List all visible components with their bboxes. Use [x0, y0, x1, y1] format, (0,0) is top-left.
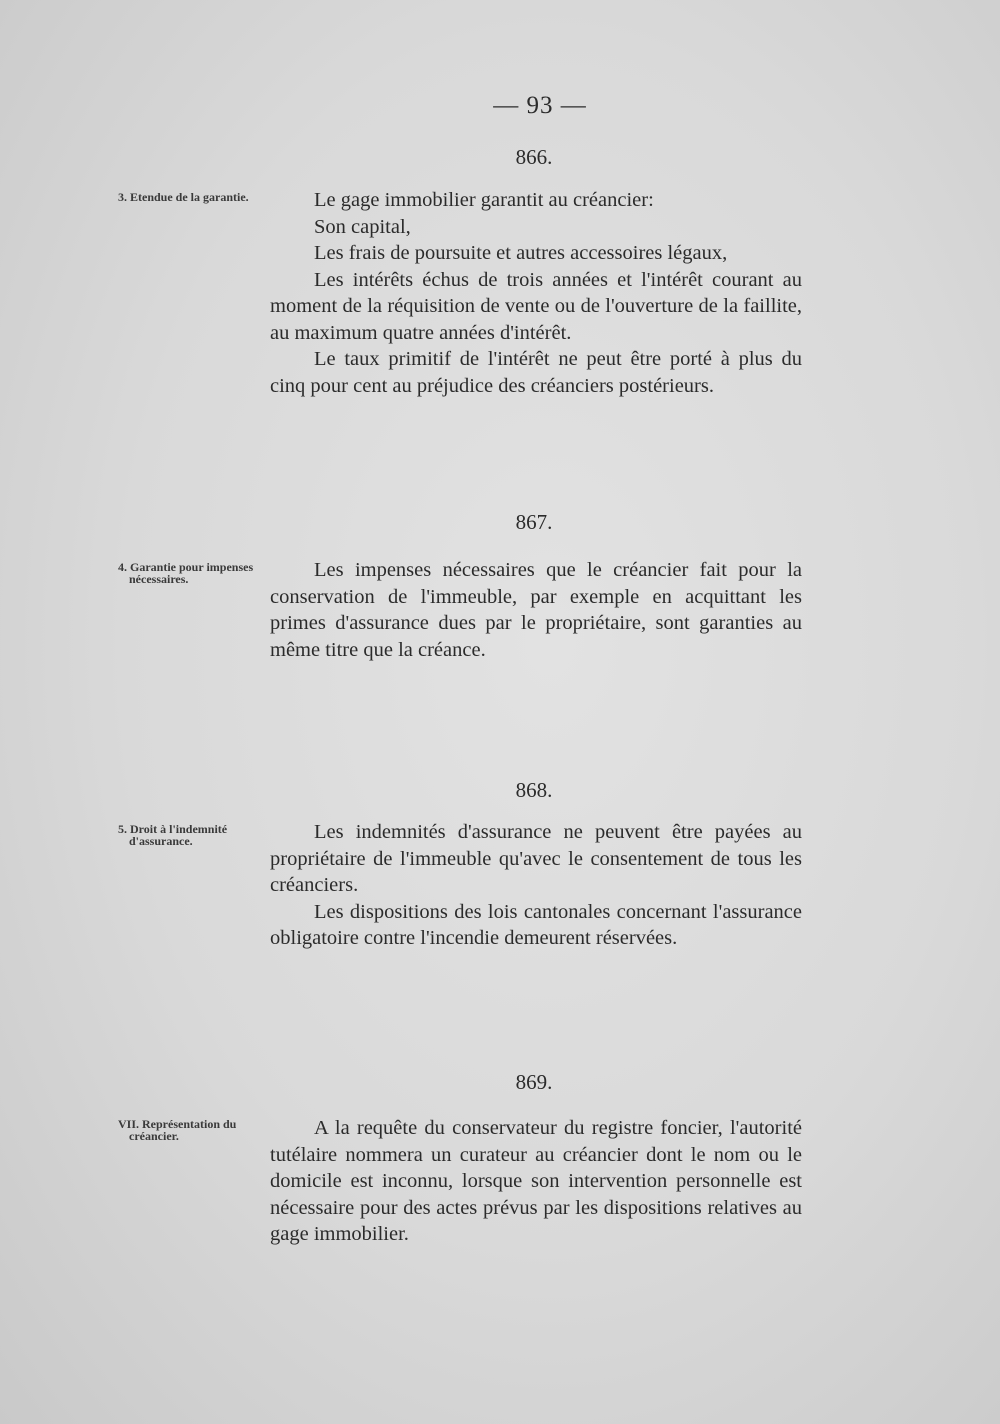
paragraph: Les indemnités d'assurance ne peuvent être payées au propriétaire de l'immeuble qu'avec le consentement de tous les créanciers. — [270, 821, 802, 896]
margin-note: 5. Droit à l'indemnité d'assurance. — [118, 822, 228, 848]
paragraph: Son capital, — [314, 215, 411, 238]
margin-note: VII. Représentation du créancier. — [118, 1117, 237, 1143]
paragraph: Les intérêts échus de trois années et l'intérêt courant au moment de la réquisition de vente ou de l'ouverture de la faillite, au maximum quatre années d'intérêt. — [270, 268, 802, 344]
article-number: 868. — [515, 778, 553, 802]
article-number: 867. — [515, 510, 553, 534]
article-text — [270, 187, 802, 399]
page-number: — 93 — — [493, 92, 587, 119]
margin-note: 3. Etendue de la garantie. — [118, 190, 249, 204]
paragraph: Les frais de poursuite et autres accessoires légaux, — [314, 242, 728, 264]
paragraph: A la requête du conservateur du registre foncier, l'autorité tutélaire nommera un curateur au créancier dont le nom ou le domicile est inconnu, lorsque son intervention personnelle est nécessaire pour des actes prévus par les dispositions relatives au gage immobilier. — [270, 1117, 802, 1245]
article-number: 866. — [515, 145, 553, 169]
article-number: 869. — [515, 1070, 553, 1094]
article-text — [270, 557, 802, 663]
article-text — [270, 1115, 802, 1248]
article-text — [270, 819, 802, 952]
paragraph: Le gage immobilier garantit au créancier: — [314, 189, 654, 211]
paragraph: Les dispositions des lois cantonales concernant l'assurance obligatoire contre l'incendie demeurent réservées. — [270, 900, 802, 949]
paragraph: Les impenses nécessaires que le créancier fait pour la conservation de l'immeuble, par exemple en acquittant les primes d'assurance dues par le propriétaire, sont garanties au même titre que la créance. — [270, 559, 802, 661]
paragraph: Le taux primitif de l'intérêt ne peut être porté à plus du cinq pour cent au préjudice des créanciers postérieurs. — [270, 348, 802, 397]
margin-note: 4. Garantie pour impenses nécessaires. — [118, 560, 254, 586]
